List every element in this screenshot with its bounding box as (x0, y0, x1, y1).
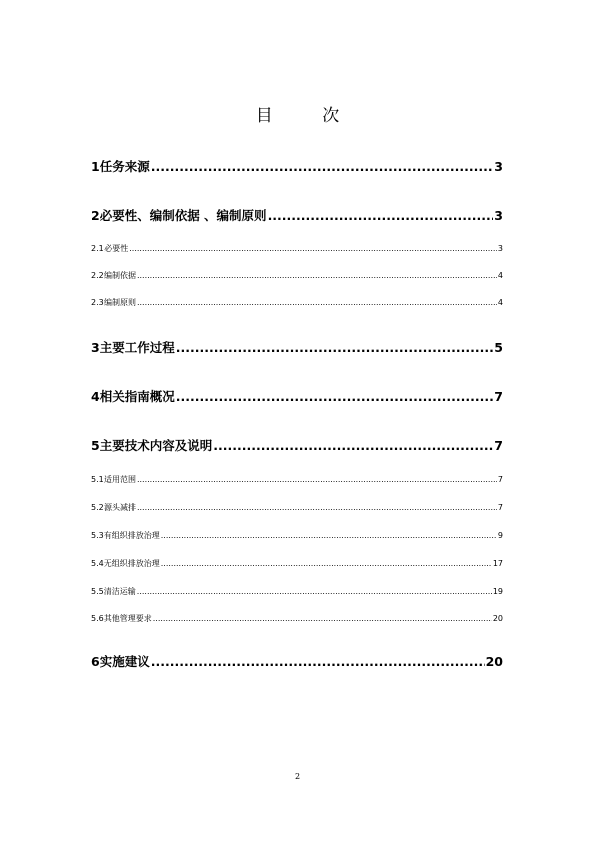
toc-entry[interactable] (91, 474, 503, 485)
toc-leader-dots (161, 531, 497, 540)
toc-leader-dots (129, 244, 497, 253)
toc-entry[interactable] (91, 652, 503, 670)
toc-entry-page: 4 (497, 298, 503, 307)
toc-entry-number: 6 (91, 654, 100, 669)
toc-entry-page: 20 (485, 654, 503, 669)
toc-entry-number: 3 (91, 340, 100, 355)
toc-entry-number: 5.2 (91, 503, 104, 512)
toc-entry-label: 适用范围 (103, 475, 136, 484)
toc-entry[interactable] (91, 586, 503, 597)
toc-leader-dots (153, 614, 492, 623)
toc-entry-label: 有组织排放治理 (103, 531, 160, 540)
toc-leader-dots (151, 654, 485, 669)
toc-entry-page: 19 (492, 587, 503, 596)
toc-entry-page: 7 (497, 475, 503, 484)
toc-entry-number: 5.3 (91, 531, 104, 540)
toc-entry[interactable] (91, 270, 503, 281)
toc-entry-page: 3 (494, 159, 503, 174)
toc-entry-number: 5 (91, 438, 100, 453)
toc-entry-label: 必要性 (104, 244, 129, 253)
toc-entry-page: 7 (494, 438, 503, 453)
toc-entry-number: 2.1 (91, 244, 104, 253)
toc-entry[interactable] (91, 387, 503, 405)
toc-entry[interactable] (91, 206, 503, 224)
toc-leader-dots (213, 438, 493, 453)
toc-leader-dots (137, 587, 492, 596)
toc-leader-dots (268, 208, 494, 223)
toc-entry-number: 2 (91, 208, 100, 223)
toc-entry-page: 7 (497, 503, 503, 512)
toc-entry-label: 编制依据 (103, 271, 136, 280)
toc-entry-label: 实施建议 (99, 654, 150, 669)
toc-entry-number: 5.6 (91, 614, 104, 623)
toc-leader-dots (151, 159, 494, 174)
toc-title: 目 次 (255, 106, 362, 126)
toc-entry[interactable] (91, 613, 503, 624)
toc-entry-number: 2.3 (91, 298, 104, 307)
toc-entry-label: 相关指南概况 (99, 389, 175, 404)
toc-entry-page: 4 (497, 271, 503, 280)
toc-entry-page: 17 (492, 559, 503, 568)
toc-entry[interactable] (91, 502, 503, 513)
toc-leader-dots (161, 559, 492, 568)
toc-entry-label: 清洁运输 (103, 587, 136, 596)
toc-entry[interactable] (91, 436, 503, 454)
page-number: 2 (294, 772, 301, 781)
toc-entry-page: 3 (494, 208, 503, 223)
toc-entry[interactable] (91, 297, 503, 308)
toc-entry[interactable] (91, 558, 503, 569)
toc-leader-dots (137, 298, 497, 307)
toc-entry-number: 1 (91, 159, 100, 174)
toc-entry-number: 2.2 (91, 271, 104, 280)
toc-entry-number: 4 (91, 389, 100, 404)
toc-entry-page: 5 (494, 340, 503, 355)
toc-entry-page: 20 (492, 614, 503, 623)
toc-entry-number: 5.5 (91, 587, 104, 596)
toc-entry-label: 源头减排 (103, 503, 136, 512)
toc-leader-dots (137, 271, 497, 280)
toc-entry[interactable] (91, 157, 503, 175)
toc-leader-dots (176, 340, 494, 355)
toc-leader-dots (137, 503, 497, 512)
toc-entry-page: 7 (494, 389, 503, 404)
toc-entry[interactable] (91, 530, 503, 541)
toc-entry-label: 其他管理要求 (103, 614, 152, 623)
toc-leader-dots (176, 389, 494, 404)
toc-entry-number: 5.4 (91, 559, 104, 568)
toc-entry-number: 5.1 (91, 475, 104, 484)
toc-entry-label: 编制原则 (103, 298, 136, 307)
toc-entry-page: 3 (497, 244, 503, 253)
toc-entry[interactable] (91, 338, 503, 356)
toc-entry-label: 主要技术内容及说明 (99, 438, 213, 453)
toc-leader-dots (137, 475, 497, 484)
toc-entry[interactable] (91, 243, 503, 254)
toc-entry-page: 9 (497, 531, 503, 540)
toc-entry-label: 必要性、编制依据 、编制原则 (99, 208, 267, 223)
toc-entry-label: 主要工作过程 (99, 340, 175, 355)
toc-entry-label: 任务来源 (99, 159, 150, 174)
toc-entry-label: 无组织排放治理 (103, 559, 160, 568)
